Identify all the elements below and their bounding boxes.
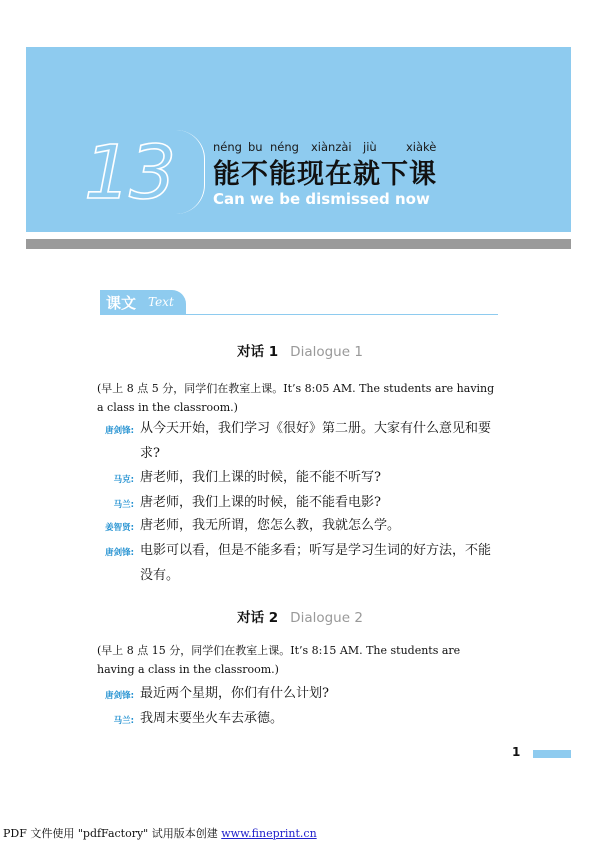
dialogue-2-title-cn: 对话 2: [237, 610, 279, 626]
dialogue-1-title-cn: 对话 1: [237, 344, 279, 360]
lesson-title-en: Can we be dismissed now: [213, 190, 430, 208]
dialogue-line: 唐老师，我们上课的时候，能不能不听写?: [140, 470, 381, 485]
section-label-en: Text: [148, 295, 174, 309]
page-number-bar: [533, 750, 571, 758]
page-number: 1: [512, 745, 521, 759]
pinyin-3: néng: [270, 140, 299, 154]
lesson-number: 13: [84, 130, 175, 216]
dialogue-2-title-en: Dialogue 2: [290, 610, 363, 626]
dialogue-1-note: (早上 8 点 5 分，同学们在教室上课。It’s 8:05 AM. The students are having a class in the classroom.): [97, 382, 495, 414]
dialogue-1-heading: [0, 340, 600, 360]
speaker-label: 马克:: [113, 475, 134, 485]
dialogue-2-heading: [0, 606, 600, 626]
speaker-label: 姜智贤:: [105, 523, 134, 533]
pdf-footer-link[interactable]: www.fineprint.cn: [221, 827, 317, 840]
speaker-label: 唐剑锋:: [105, 426, 134, 436]
pdf-footer-text: PDF 文件使用 "pdfFactory" 试用版本创建: [3, 827, 222, 840]
section-underline: [100, 314, 498, 315]
speaker-label: 唐剑锋:: [105, 691, 134, 701]
dialogue-line: 从今天开始，我们学习《很好》第二册。大家有什么意见和要求?: [140, 421, 492, 461]
speaker-label: 马兰:: [113, 716, 134, 726]
pinyin-2: bu: [248, 140, 263, 154]
dialogue-line: 唐老师，我无所谓，您怎么教，我就怎么学。: [140, 518, 401, 533]
dialogue-line: 我周末要坐火车去承德。: [140, 711, 284, 726]
lesson-title-cn: 能不能现在就下课: [213, 159, 437, 190]
dialogue-line: 唐老师，我们上课的时候，能不能看电影?: [140, 495, 381, 510]
section-tab-text: [100, 290, 186, 314]
section-label-cn: 课文: [106, 294, 137, 312]
dialogue-line: 电影可以看，但是不能多看；听写是学习生词的好方法，不能没有。: [140, 543, 492, 583]
pinyin-5: jiù: [363, 140, 377, 154]
header-divider-bar: [26, 239, 571, 249]
pinyin-1: néng: [213, 140, 242, 154]
pinyin-4: xiànzài: [311, 140, 352, 154]
dialogue-2-note: (早上 8 点 15 分，同学们在教室上课。It’s 8:15 AM. The students are having a class in the classroom.): [97, 644, 461, 676]
speaker-label: 唐剑锋:: [105, 548, 134, 558]
pinyin-6: xiàkè: [406, 140, 437, 154]
speaker-label: 马兰:: [113, 500, 134, 510]
pdf-footer: [3, 825, 317, 841]
dialogue-line: 最近两个星期，你们有什么计划?: [140, 686, 329, 701]
dialogue-1-title-en: Dialogue 1: [290, 344, 363, 360]
